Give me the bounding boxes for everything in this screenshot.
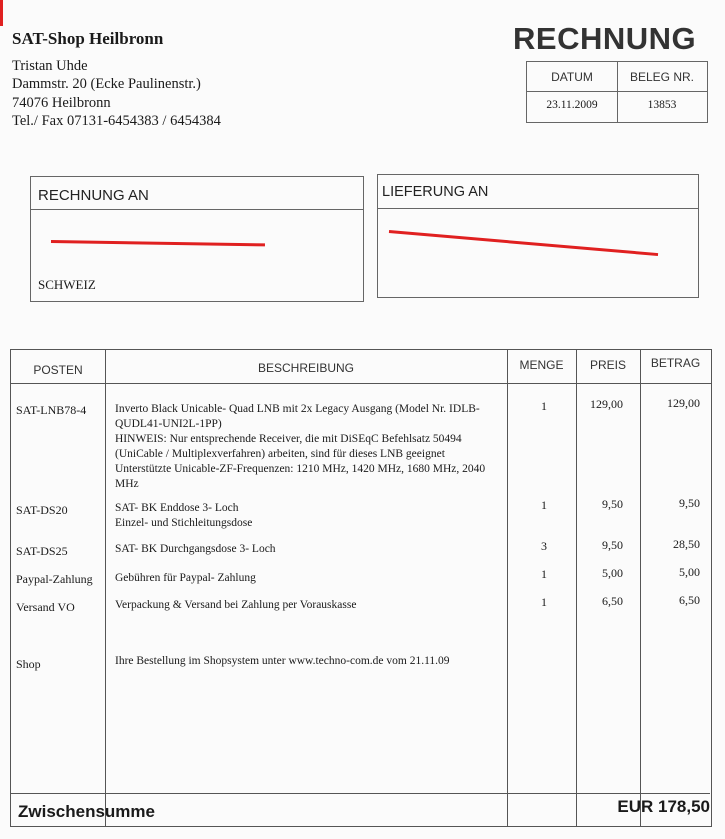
- billing-country: SCHWEIZ: [38, 277, 96, 292]
- column-header-description: BESCHREIBUNG: [257, 361, 355, 375]
- invoice-meta-box: [526, 61, 708, 123]
- row-amount: 9,50: [679, 496, 700, 510]
- header-divider: [11, 383, 711, 384]
- date-label: DATUM: [551, 70, 593, 84]
- row-description: SAT- BK Enddose 3- Loch Einzel- und Stichleitungsdose: [115, 502, 253, 529]
- row-price: 9,50: [602, 497, 623, 511]
- seller-address-line: 74076 Heilbronn: [12, 95, 111, 111]
- row-amount: 28,50: [673, 537, 700, 551]
- row-item-code: Shop: [16, 657, 41, 671]
- billing-address-box: [30, 176, 364, 302]
- row-item-code: SAT-LNB78-4: [16, 403, 87, 417]
- document-title: RECHNUNG: [513, 21, 697, 56]
- column-divider: [105, 350, 106, 826]
- row-description: Inverto Black Unicable- Quad LNB mit 2x Legacy Ausgang (Model Nr. IDLB-QUDL41-UNI2L-1PP) HINWEIS: Nur entsprechende Receiver, die mit DiSEqC Befehlsatz 50494 (UniCable / Multiplexverfahren) arbeiten, sind für dieses LNB geeignet Unterstützte Unicable-ZF-Frequenzen: 1210 MHz, 1420 MHz, 1680 MHz, 2040 MHz: [115, 403, 486, 490]
- row-quantity: 1: [541, 399, 547, 413]
- row-amount: 6,50: [679, 593, 700, 607]
- seller-address-line: Dammstr. 20 (Ecke Paulinenstr.): [12, 76, 201, 92]
- row-description: Verpackung & Versand bei Zahlung per Vorauskasse: [115, 599, 357, 611]
- line-items-table: [10, 349, 712, 827]
- number-label: BELEG NR.: [629, 70, 695, 84]
- column-header-price: PREIS: [589, 358, 626, 372]
- seller-address-line: Tristan Uhde: [12, 58, 88, 74]
- row-amount: 5,00: [679, 565, 700, 579]
- row-description: Ihre Bestellung im Shopsystem unter www.techno-com.de vom 21.11.09: [115, 655, 450, 667]
- seller-name: SAT-Shop Heilbronn: [12, 29, 164, 48]
- column-divider: [640, 350, 641, 826]
- column-header-item: POSTEN: [33, 363, 83, 377]
- number-value: 13853: [647, 99, 677, 111]
- row-price: 5,00: [602, 566, 623, 580]
- date-value: 23.11.2009: [546, 99, 598, 111]
- subtotal-label: Zwischensumme: [18, 802, 155, 821]
- row-item-code: Versand VO: [16, 600, 75, 614]
- column-header-amount: BETRAG: [650, 356, 701, 370]
- row-price: 6,50: [602, 594, 623, 608]
- divider: [378, 208, 698, 209]
- row-description: Gebühren für Paypal- Zahlung: [115, 572, 256, 584]
- shipping-title: LIEFERUNG AN: [382, 184, 489, 200]
- row-quantity: 1: [541, 567, 547, 581]
- row-item-code: Paypal-Zahlung: [16, 572, 93, 586]
- divider: [31, 209, 363, 210]
- billing-title: RECHNUNG AN: [38, 187, 149, 204]
- divider: [527, 91, 707, 92]
- row-description: SAT- BK Durchgangsdose 3- Loch: [115, 543, 276, 555]
- row-item-code: SAT-DS25: [16, 544, 68, 558]
- shipping-address-box: [377, 174, 699, 298]
- row-price: 129,00: [590, 397, 623, 411]
- seller-phone: Tel./ Fax 07131-6454383 / 6454384: [12, 113, 221, 129]
- subtotal-value: EUR 178,50: [617, 797, 710, 816]
- row-quantity: 1: [541, 595, 547, 609]
- red-margin-mark: [0, 0, 3, 26]
- row-item-code: SAT-DS20: [16, 503, 68, 517]
- column-header-quantity: MENGE: [519, 358, 564, 372]
- summary-divider: [10, 793, 710, 794]
- column-divider: [576, 350, 577, 826]
- row-price: 9,50: [602, 538, 623, 552]
- redaction-mark: [51, 240, 265, 246]
- row-quantity: 3: [541, 539, 547, 553]
- row-amount: 129,00: [667, 396, 700, 410]
- redaction-mark: [389, 230, 658, 256]
- row-quantity: 1: [541, 498, 547, 512]
